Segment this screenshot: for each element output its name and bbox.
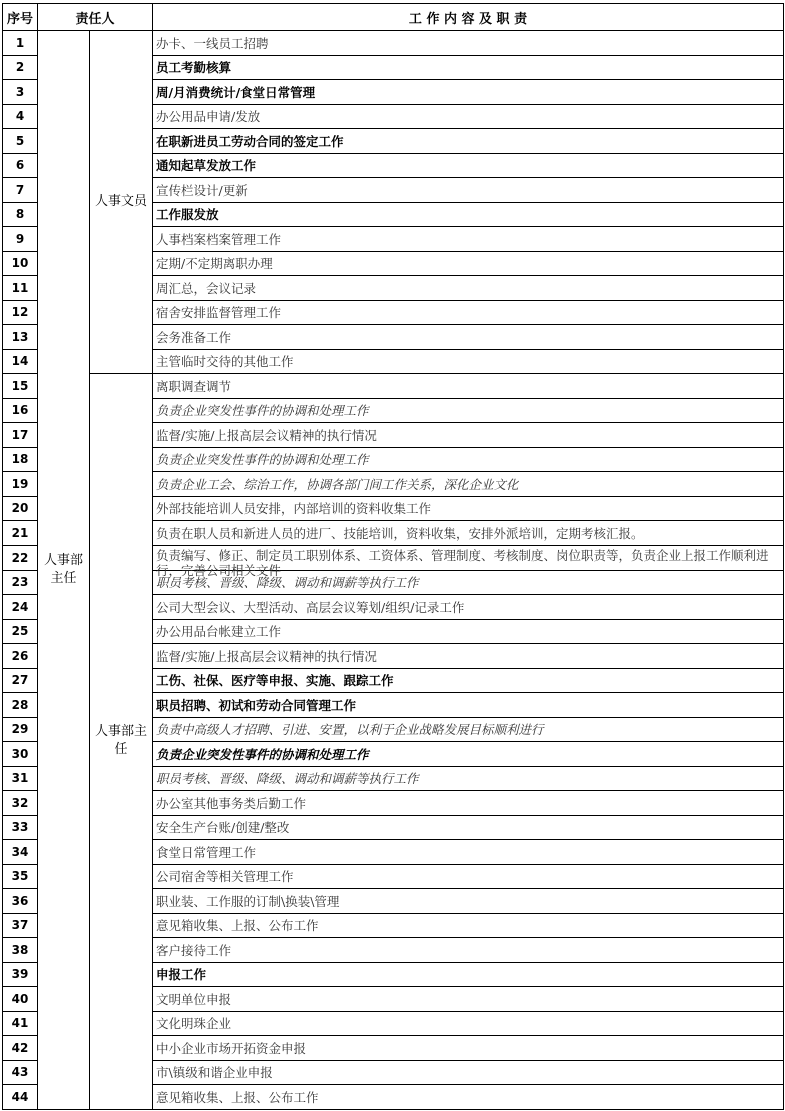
row-number: 33: [3, 815, 38, 840]
duty-description: 周汇总，会议记录: [153, 276, 784, 301]
row-number: 41: [3, 1011, 38, 1036]
duty-description: 中小企业市场开拓资金申报: [153, 1036, 784, 1061]
duty-description: 文明单位申报: [153, 987, 784, 1012]
duty-description: 主管临时交待的其他工作: [153, 349, 784, 374]
duty-description: 人事档案档案管理工作: [153, 227, 784, 252]
duty-description: 宣传栏设计/更新: [153, 178, 784, 203]
duty-description: 监督/实施/上报高层会议精神的执行情况: [153, 644, 784, 669]
header-row: [3, 4, 784, 31]
row-number: 5: [3, 129, 38, 154]
duty-description: 职员考核、晋级、降级、调动和调薪等执行工作: [153, 766, 784, 791]
duty-description: 员工考勤核算: [153, 55, 784, 80]
row-number: 16: [3, 398, 38, 423]
row-number: 8: [3, 202, 38, 227]
row-number: 40: [3, 987, 38, 1012]
role-clerk-label: 人事文员: [94, 194, 147, 209]
duty-description: 通知起草发放工作: [153, 153, 784, 178]
row-number: 15: [3, 374, 38, 399]
duty-description: 申报工作: [153, 962, 784, 987]
row-number: 26: [3, 644, 38, 669]
row-number: 17: [3, 423, 38, 448]
row-number: 13: [3, 325, 38, 350]
row-number: 19: [3, 472, 38, 497]
duty-description: 市\镇级和谐企业申报: [153, 1060, 784, 1085]
duty-description: 办公室其他事务类后勤工作: [153, 791, 784, 816]
row-number: 38: [3, 938, 38, 963]
row-number: 44: [3, 1085, 38, 1110]
duty-description: [153, 545, 784, 578]
duty-description: 会务准备工作: [153, 325, 784, 350]
row-number: 4: [3, 104, 38, 129]
role-director-label: 人事部主任: [94, 724, 147, 758]
duty-description: 意见箱收集、上报、公布工作: [153, 913, 784, 938]
row-number: 1: [3, 31, 38, 56]
row-number: 28: [3, 693, 38, 718]
row-number: 10: [3, 251, 38, 276]
row-number: 7: [3, 178, 38, 203]
duty-description: 职员考核、晋级、降级、调动和调薪等执行工作: [153, 570, 784, 595]
row-number: 18: [3, 447, 38, 472]
role-manager: [38, 31, 90, 1110]
row-number: 2: [3, 55, 38, 80]
duty-description: 离职调查调节: [153, 374, 784, 399]
role-director: [90, 374, 153, 1110]
row-number: 6: [3, 153, 38, 178]
row-number: 24: [3, 595, 38, 620]
row-number: 20: [3, 496, 38, 521]
row-number: 31: [3, 766, 38, 791]
row-number: 37: [3, 913, 38, 938]
duty-description: 公司大型会议、大型活动、高层会议筹划/组织/记录工作: [153, 595, 784, 620]
duty-description: 周/月消费统计/食堂日常管理: [153, 80, 784, 105]
duty-description: 办公用品台帐建立工作: [153, 619, 784, 644]
duty-description-text: 负责编写、修正、制定员工职别体系、工资体系、管理制度、考核制度、岗位职责等，负责企业上报工作顺利进行，完善公司相关文件: [156, 547, 769, 578]
duty-description: 工作服发放: [153, 202, 784, 227]
row-number: 27: [3, 668, 38, 693]
row-number: 23: [3, 570, 38, 595]
duty-description: 外部技能培训人员安排，内部培训的资料收集工作: [153, 496, 784, 521]
row-number: 30: [3, 742, 38, 767]
duty-description: 意见箱收集、上报、公布工作: [153, 1085, 784, 1110]
duty-description: 负责在职人员和新进人员的进厂、技能培训，资料收集，安排外派培训，定期考核汇报。: [153, 521, 784, 546]
duty-description: 安全生产台账/创建/整改: [153, 815, 784, 840]
duty-description: 食堂日常管理工作: [153, 840, 784, 865]
header-duties: 工 作 内 容 及 职 责: [153, 4, 784, 31]
duty-description: 负责企业突发性事件的协调和处理工作: [153, 742, 784, 767]
row-number: 12: [3, 300, 38, 325]
header-person: 责任人: [38, 4, 153, 31]
row-number: 29: [3, 717, 38, 742]
row-number: 22: [3, 545, 38, 570]
duty-description: 职员招聘、初试和劳动合同管理工作: [153, 693, 784, 718]
row-number: 14: [3, 349, 38, 374]
row-number: 21: [3, 521, 38, 546]
row-number: 35: [3, 864, 38, 889]
duty-description: 办卡、一线员工招聘: [153, 31, 784, 56]
duty-description: 办公用品申请/发放: [153, 104, 784, 129]
row-number: 34: [3, 840, 38, 865]
row-number: 39: [3, 962, 38, 987]
table-row: [3, 31, 784, 56]
duty-description: 负责企业突发性事件的协调和处理工作: [153, 447, 784, 472]
duty-description: 监督/实施/上报高层会议精神的执行情况: [153, 423, 784, 448]
duty-description: 负责中高级人才招聘、引进、安置，以利于企业战略发展目标顺利进行: [153, 717, 784, 742]
duty-description: 职业装、工作服的订制\换装\管理: [153, 889, 784, 914]
role-manager-label: 人事部主任: [43, 552, 83, 586]
table-row: [3, 374, 784, 399]
duty-description: 客户接待工作: [153, 938, 784, 963]
row-number: 42: [3, 1036, 38, 1061]
duty-description: 在职新进员工劳动合同的签定工作: [153, 129, 784, 154]
table-body: [3, 31, 784, 1110]
row-number: 25: [3, 619, 38, 644]
duty-description: 工伤、社保、医疗等申报、实施、跟踪工作: [153, 668, 784, 693]
row-number: 43: [3, 1060, 38, 1085]
duty-description: 文化明珠企业: [153, 1011, 784, 1036]
duty-description: 定期/不定期离职办理: [153, 251, 784, 276]
row-number: 32: [3, 791, 38, 816]
duty-description: 负责企业工会、综治工作，协调各部门间工作关系，深化企业文化: [153, 472, 784, 497]
header-no: 序号: [3, 4, 38, 31]
row-number: 9: [3, 227, 38, 252]
row-number: 11: [3, 276, 38, 301]
duty-description: 公司宿舍等相关管理工作: [153, 864, 784, 889]
row-number: 36: [3, 889, 38, 914]
duties-table: [2, 3, 784, 1110]
row-number: 3: [3, 80, 38, 105]
duty-description: 负责企业突发性事件的协调和处理工作: [153, 398, 784, 423]
role-clerk: [90, 31, 153, 374]
duty-description: 宿舍安排监督管理工作: [153, 300, 784, 325]
